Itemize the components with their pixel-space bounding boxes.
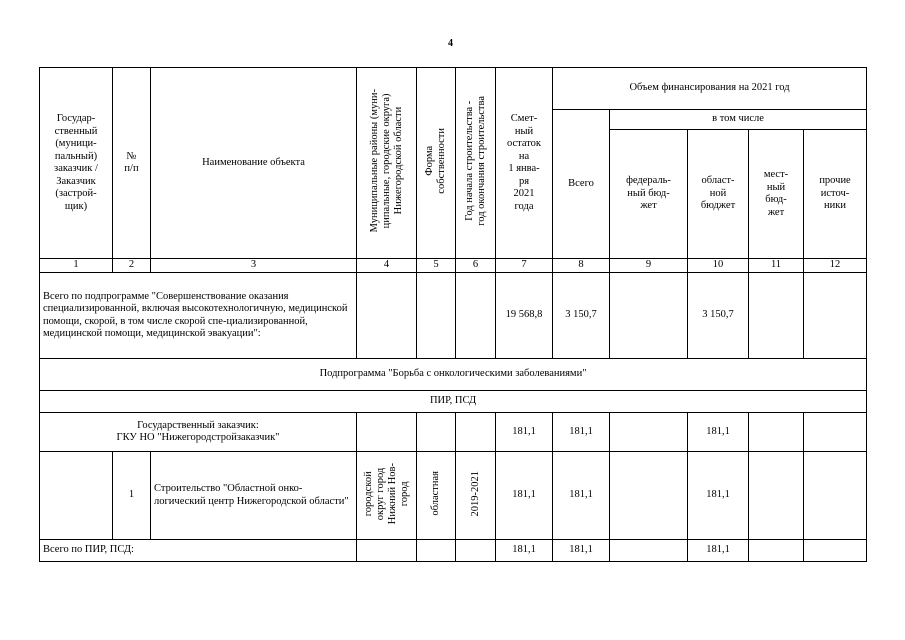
empty-cell xyxy=(40,452,113,540)
col-number: 9 xyxy=(610,259,688,273)
empty-cell xyxy=(456,413,496,452)
section-total-total: 181,1 xyxy=(553,540,610,562)
section-total-estimate: 181,1 xyxy=(496,540,553,562)
object-estimate: 181,1 xyxy=(496,452,553,540)
empty-cell xyxy=(804,452,867,540)
empty-cell xyxy=(456,540,496,562)
subprogram-total-row xyxy=(40,273,867,359)
col-number: 6 xyxy=(456,259,496,273)
empty-cell xyxy=(804,273,867,359)
header-years: Год начала строительства - год окончания строительства xyxy=(463,95,487,226)
subprogram-total-estimate: 19 568,8 xyxy=(496,273,553,359)
customer-regional: 181,1 xyxy=(688,413,749,452)
empty-cell xyxy=(417,540,456,562)
object-municipal-cell xyxy=(357,452,417,540)
customer-label: Государственный заказчик: ГКУ НО "Нижегородстройзаказчик" xyxy=(40,413,357,452)
header-row-1 xyxy=(40,68,867,110)
financing-table xyxy=(39,67,867,562)
header-municipal-cell xyxy=(357,68,417,259)
col-number: 12 xyxy=(804,259,867,273)
object-name: Строительство "Областной онко-логический центр Нижегородской области" xyxy=(151,452,357,540)
object-ownership: областная xyxy=(430,470,441,516)
subprogram-title: Подпрограмма "Борьба с онкологическими заболеваниями" xyxy=(40,359,867,391)
header-object-name: Наименование объекта xyxy=(151,68,357,259)
empty-cell xyxy=(610,273,688,359)
col-number: 4 xyxy=(357,259,417,273)
object-ownership-cell xyxy=(417,452,456,540)
empty-cell xyxy=(749,452,804,540)
header-financing: Объем финансирования на 2021 год xyxy=(553,68,867,110)
page-number: 4 xyxy=(448,38,453,49)
customer-total: 181,1 xyxy=(553,413,610,452)
empty-cell xyxy=(357,273,417,359)
header-including: в том числе xyxy=(610,110,867,130)
header-estimate: Смет- ный остаток на 1 янва- ря 2021 года xyxy=(496,68,553,259)
empty-cell xyxy=(610,452,688,540)
section-total-label: Всего по ПИР, ПСД: xyxy=(40,540,357,562)
col-number: 10 xyxy=(688,259,749,273)
col-number: 2 xyxy=(113,259,151,273)
header-ownership: Форма собственности xyxy=(424,127,447,194)
section-title: ПИР, ПСД xyxy=(40,391,867,413)
customer-estimate: 181,1 xyxy=(496,413,553,452)
empty-cell xyxy=(357,540,417,562)
subprogram-total-label: Всего по подпрограмме "Совершенствование оказания специализированной, включая высокотехнологичную, медицинской помощи, скорой, в том числе скорой спе-циализированной, медицинской помощи, медицинской эвакуации": xyxy=(40,273,357,359)
empty-cell xyxy=(610,540,688,562)
header-federal: федераль- ный бюд- жет xyxy=(610,130,688,259)
subprogram-title-row xyxy=(40,359,867,391)
header-regional: област- ной бюджет xyxy=(688,130,749,259)
header-other: прочие источ- ники xyxy=(804,130,867,259)
empty-cell xyxy=(357,413,417,452)
subprogram-total-regional: 3 150,7 xyxy=(688,273,749,359)
empty-cell xyxy=(417,273,456,359)
empty-cell xyxy=(456,273,496,359)
empty-cell xyxy=(804,540,867,562)
header-ownership-cell xyxy=(417,68,456,259)
empty-cell xyxy=(417,413,456,452)
header-years-cell xyxy=(456,68,496,259)
col-number: 8 xyxy=(553,259,610,273)
object-years: 2019-2021 xyxy=(469,470,481,516)
empty-cell xyxy=(749,413,804,452)
section-total-row xyxy=(40,540,867,562)
object-num: 1 xyxy=(113,452,151,540)
col-number: 7 xyxy=(496,259,553,273)
col-number: 1 xyxy=(40,259,113,273)
header-total: Всего xyxy=(553,110,610,259)
header-municipal: Муниципальные районы (муни- ципальные, городские округа) Нижегородской области xyxy=(368,89,404,233)
customer-row xyxy=(40,413,867,452)
section-total-regional: 181,1 xyxy=(688,540,749,562)
object-municipal: городской округ город Нижний Нов- город xyxy=(362,462,410,524)
column-numbers-row xyxy=(40,259,867,273)
header-customer: Государ- ственный (муници- пальный) заказчик / Заказчик (застрой- щик) xyxy=(40,68,113,259)
header-local: мест- ный бюд- жет xyxy=(749,130,804,259)
header-num: № п/п xyxy=(113,68,151,259)
section-title-row xyxy=(40,391,867,413)
subprogram-total-total: 3 150,7 xyxy=(553,273,610,359)
object-regional: 181,1 xyxy=(688,452,749,540)
empty-cell xyxy=(610,413,688,452)
object-row xyxy=(40,452,867,540)
empty-cell xyxy=(749,273,804,359)
col-number: 11 xyxy=(749,259,804,273)
col-number: 3 xyxy=(151,259,357,273)
col-number: 5 xyxy=(417,259,456,273)
empty-cell xyxy=(804,413,867,452)
empty-cell xyxy=(749,540,804,562)
object-years-cell xyxy=(456,452,496,540)
object-total: 181,1 xyxy=(553,452,610,540)
